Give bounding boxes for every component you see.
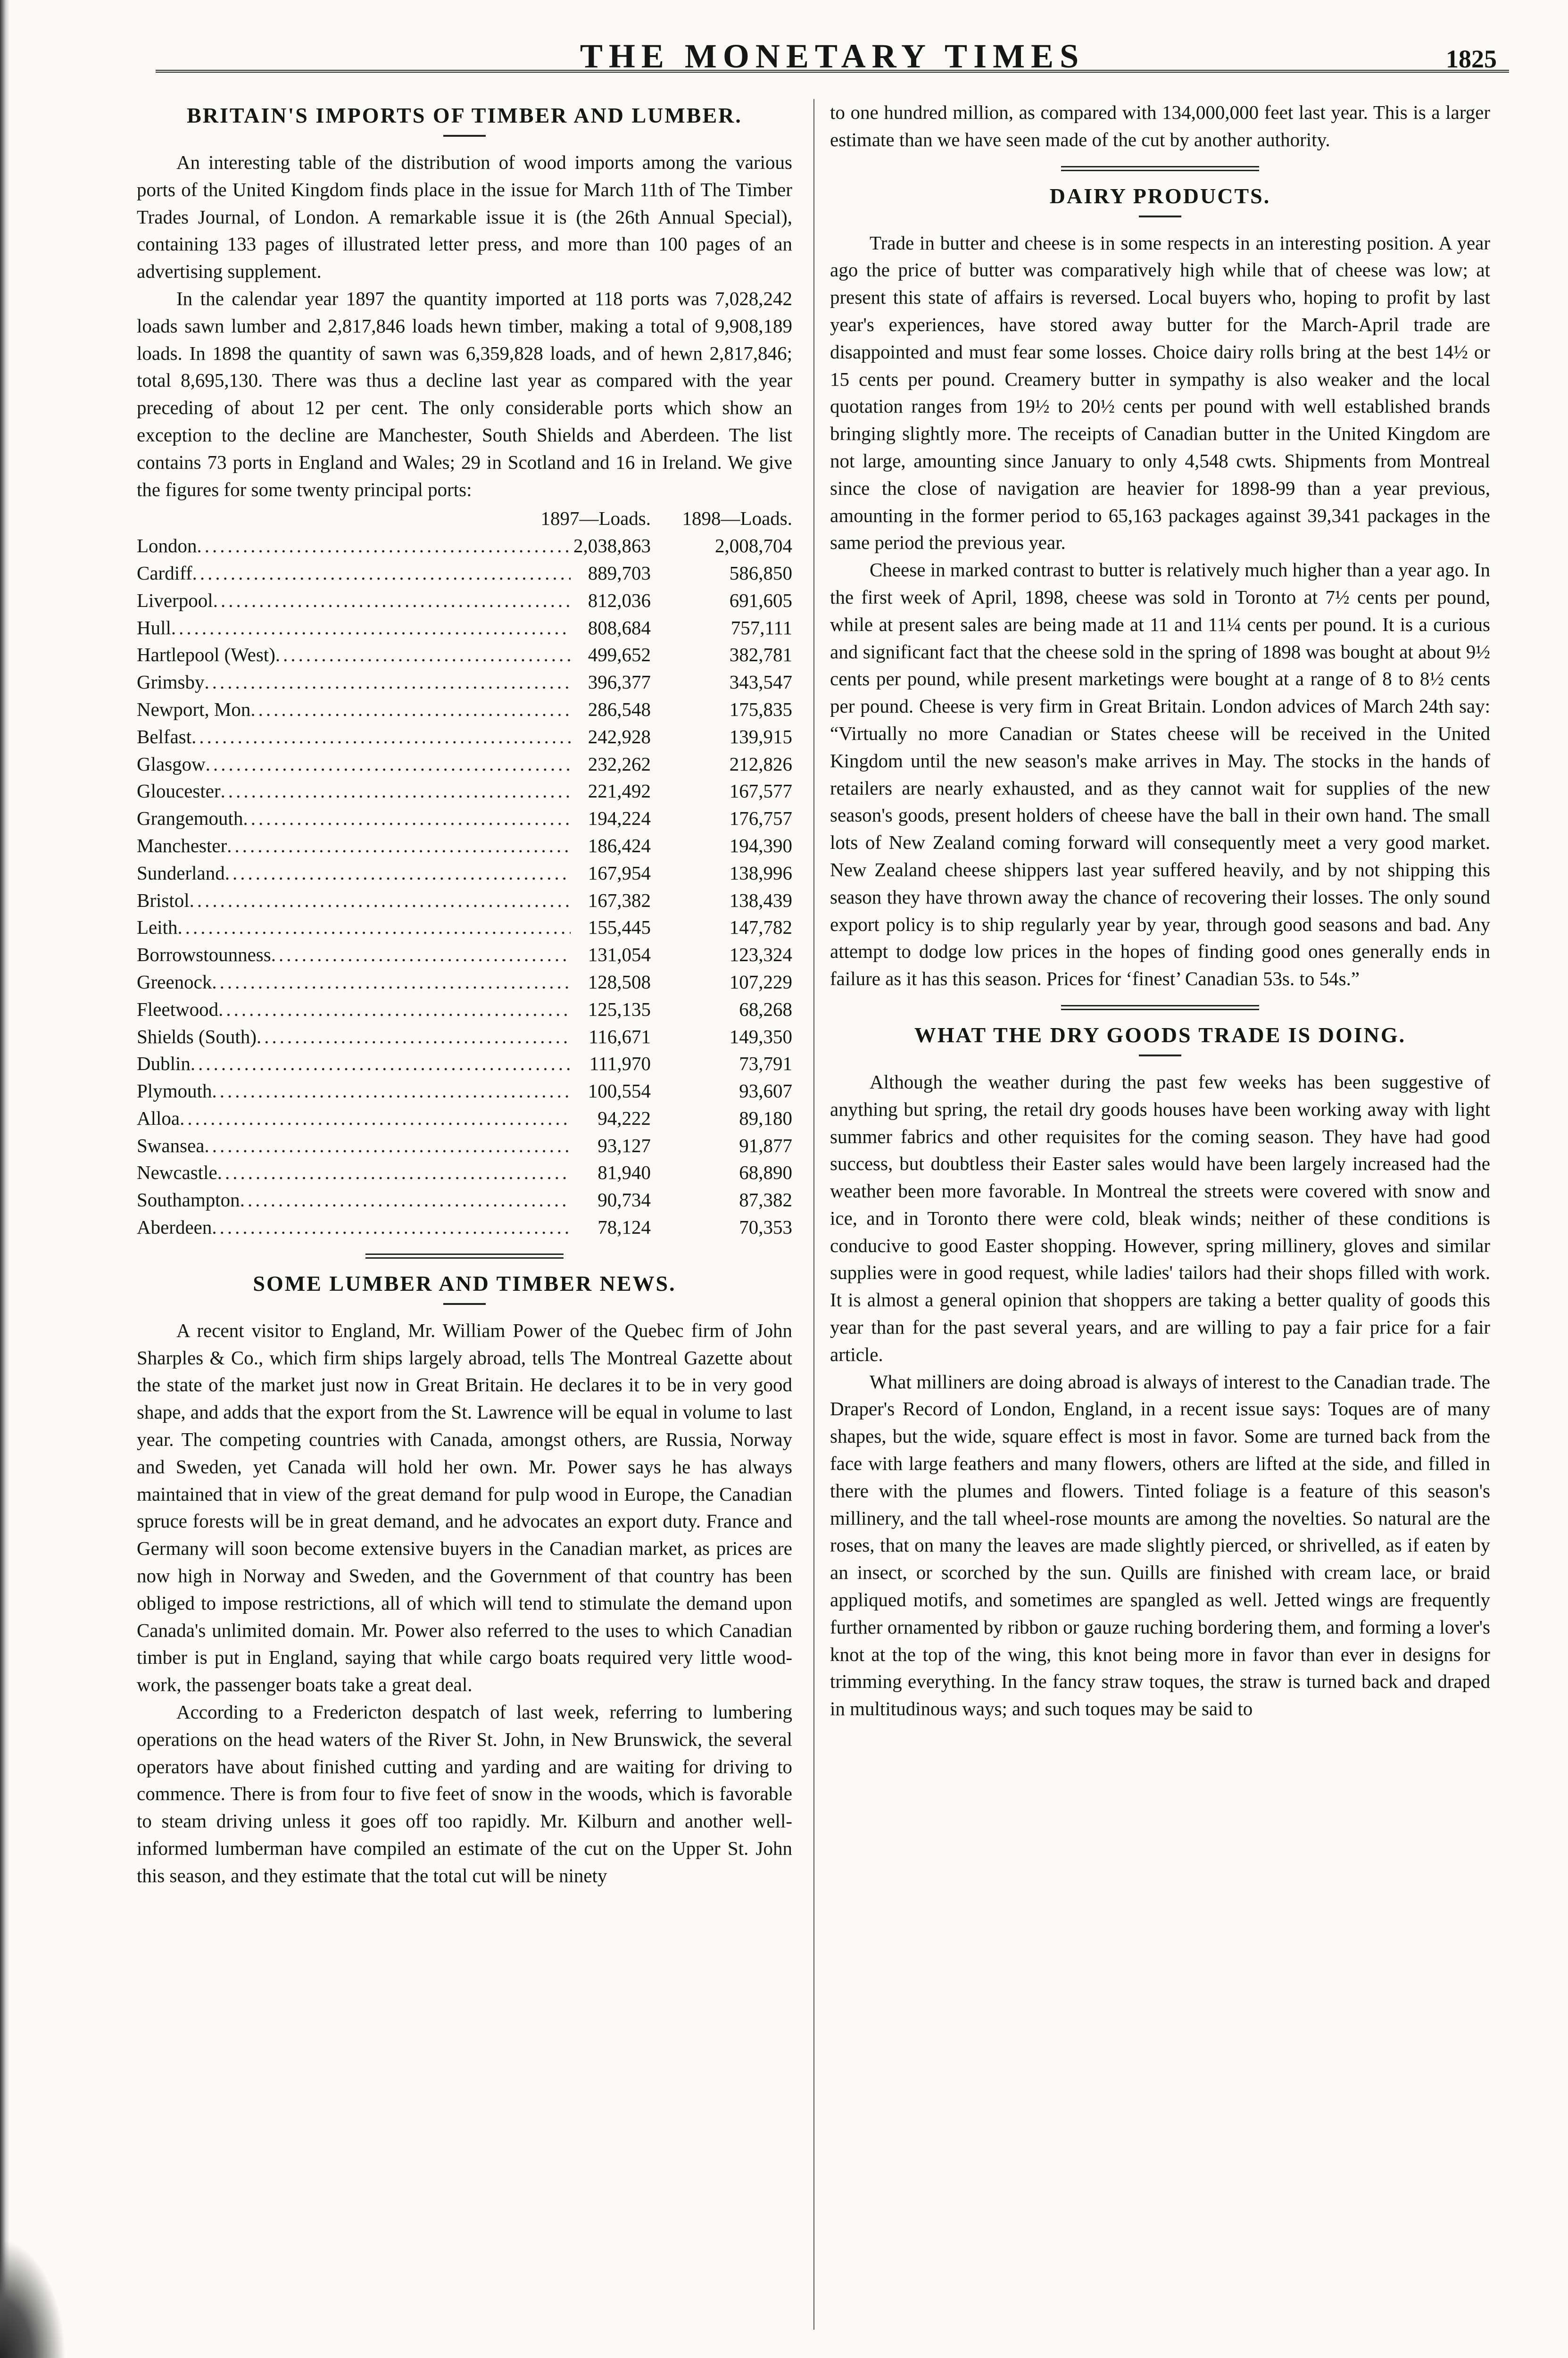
loads-1898: 343,547 [729,671,792,693]
paragraph: Although the weather during the past few weeks has been suggestive of anything but spring, the retail dry goods houses have been working away with light summer fabrics and other requisites for the coming season. They have had good success, but doubtless their Easter sales would have been largely increased had the weather been more favorable. In Montreal the streets were covered with snow and ice, and in Toronto there were cold, bleak winds; neither of these conditions is conducive to good Easter shopping. However, spring millinery, gloves and similar supplies were in good request, while ladies' tailors had their shops filled with work. It is almost a general opinion that shoppers are taking a better quality of goods this year than for the past several years, and are willing to pay a fair price for a fair article. [830,1071,1490,1365]
table-header [137,505,792,532]
leader-dots [240,1187,571,1214]
leader-dots [197,532,571,560]
table-row [137,1023,792,1051]
loads-1897: 78,124 [597,1216,651,1238]
table-row [137,751,792,778]
leader-dots [190,887,571,914]
table-row [137,723,792,751]
loads-1898: 175,835 [729,698,792,720]
table-row [137,614,792,642]
table-row [137,641,792,669]
port-name: Swansea [137,1134,205,1156]
loads-1898: 138,996 [729,862,792,884]
loads-1898: 382,781 [729,644,792,666]
loads-1898: 68,890 [739,1162,792,1184]
loads-1898: 147,782 [729,916,792,938]
table-row [137,778,792,805]
table-row [137,832,792,860]
loads-1898: 176,757 [729,807,792,830]
leader-dots [275,641,571,669]
loads-1898: 194,390 [729,834,792,856]
table-row [137,1050,792,1078]
table-row [137,860,792,887]
port-name: Gloucester [137,780,221,802]
header-rule [156,70,1509,75]
page-header [156,34,1509,86]
masthead: THE MONETARY TIMES [580,37,1085,75]
loads-1897: 396,377 [588,671,651,693]
loads-1897: 186,424 [588,834,651,856]
port-name: Glasgow [137,753,206,775]
article-title: WHAT THE DRY GOODS TRADE IS DOING. [914,1022,1406,1047]
loads-1898: 167,577 [729,780,792,802]
paragraph: Cheese in marked contrast to butter is relatively much higher than a year ago. In the first week of April, 1898, cheese was sold in Toronto at 7½ cents per pound, while at present sales are being made at 11 and 11¼ cents per pound. It is a curious and significant fact that the cheese sold in the spring of 1898 was bought at about 9½ cents per pound, while present marketings were bought at a range of 8 to 8½ cents per pound. Cheese is very firm in Great Britain. London advices of March 24th say: “Virtually no more Canadian or States cheese will be received in the United Kingdom until the new season's make arrives in May. The stocks in the hands of retailers are nearly exhausted, and as they cannot wait for supplies of the new season's goods, present holders of cheese have the ball in their own hand. The small lots of New Zealand coming forward will consequently meet a very good market. New Zealand cheese shippers last year suffered heavily, and by not shipping this season they have thrown away the chance of recovering their losses. The only sound export policy is to ship regularly year by year, through good seasons and bad. Any attempt to dodge low prices in the hopes of finding good ones generally ends in failure as it has this season. Prices for ‘finest’ Canadian 53s. to 54s.” [830,559,1490,990]
loads-1898: 68,268 [739,998,792,1020]
port-name: Southampton [137,1189,240,1211]
loads-1897: 889,703 [588,562,651,584]
section-rule [1061,1005,1259,1010]
loads-1897: 167,382 [588,889,651,911]
table-row [137,969,792,996]
scan-corner-shadow [0,2239,66,2358]
port-name: Shields (South) [137,1025,257,1047]
leader-dots [206,751,571,778]
loads-1897: 499,652 [588,644,651,666]
loads-1897: 155,445 [588,916,651,938]
loads-1898: 93,607 [739,1080,792,1102]
title-rule [1139,1054,1181,1056]
loads-1897: 116,671 [589,1025,651,1047]
loads-1897: 808,684 [588,616,651,639]
leader-dots [191,1050,571,1078]
table-row [137,1078,792,1105]
loads-1897: 194,224 [588,807,651,830]
port-name: London [137,535,197,557]
loads-1898: 586,850 [729,562,792,584]
loads-1898: 149,350 [729,1025,792,1047]
leader-dots [212,969,571,996]
paragraph: In the calendar year 1897 the quantity imported at 118 ports was 7,028,242 loads sawn lumber and 2,817,846 loads hewn timber, making a total of 9,908,189 loads. In 1898 the quantity of sawn was 6,359,828 loads, and of hewn 2,817,846; total 8,695,130. There was thus a decline last year as compared with the year preceding of about 12 per cent. The only considerable ports which show an exception to the decline are Manchester, South Shields and Aberdeen. The list contains 73 ports in England and Wales; 29 in Scotland and 16 in Ireland. We give the figures for some twenty principal ports: [137,287,792,500]
column-header-1897: 1897—Loads. [540,507,651,530]
leader-dots [212,1214,571,1241]
paragraph: What milliners are doing abroad is always of interest to the Canadian trade. The Draper's Record of London, England, in a recent issue says: Toques are of many shapes, but the wide, square effect is most in favor. Some are turned back from the face with large feathers and many flowers, others are lifted at the side, and filled in there with the plumes and flowers. Tinted foliage is a feature of this season's millinery, and the tall wheel-rose mounts are among the novelties. So natural are the roses, that on many the leaves are made slightly pierced, or shrivelled, as if eaten by an insect, or scorched by the sun. Quills are finished with cream lace, or braid appliqued motifs, and sometimes are spangled as well. Jetted wings are frequently further ornamented by ribbon or gauze ruching bordering them, and forming a lover's knot at the top of the wing, this knot being more in favor than ever in designs for trimming everything. In the fancy straw toques, the straw is turned back and draped in multitudinous ways; and such toques may be said to [830,1370,1490,1720]
port-name: Sunderland [137,862,225,884]
paragraph: According to a Fredericton despatch of last week, referring to lumbering operations on the head waters of the River St. John, in New Brunswick, the several operators have about finished cutting and yarding and are waiting for driving to commence. There is from four to five feet of snow in the woods, which is favorable to steam driving unless it goes off too rapidly. Mr. Kilburn and another well-informed lumberman have compiled an estimate of the cut on the Upper St. John this season, and they estimate that the total cut will be ninety [137,1701,792,1886]
loads-1897: 167,954 [588,862,651,884]
loads-1897: 131,054 [588,944,651,966]
leader-dots [178,914,571,941]
column-divider [813,99,814,2330]
paragraph: An interesting table of the distribution of wood imports among the various ports of the United Kingdom finds place in the issue for March 11th of The Timber Trades Journal, of London. A remarkable issue it is (the 26th Annual Special), containing 133 pages of illustrated letter press, and more than 100 pages of an advertising supplement. [137,151,792,282]
port-name: Plymouth [137,1080,212,1102]
loads-1897: 128,508 [588,971,651,993]
loads-1898: 2,008,704 [715,535,792,557]
port-name: Grangemouth [137,807,243,830]
table-row [137,1214,792,1241]
article-britain-imports [137,99,792,1241]
table-row [137,587,792,614]
table-body [137,532,792,1241]
table-row [137,914,792,941]
leader-dots [205,669,571,696]
loads-1897: 100,554 [588,1080,651,1102]
loads-1898: 107,229 [729,971,792,993]
leader-dots [171,614,571,642]
loads-1898: 91,877 [739,1134,792,1156]
loads-1897: 2,038,863 [573,535,651,557]
article-dairy-products [830,180,1490,993]
loads-1897: 242,928 [588,725,651,747]
port-name: Hull [137,616,171,639]
port-name: Fleetwood [137,998,219,1020]
table-row [137,532,792,560]
leader-dots [243,805,571,832]
table-row [137,696,792,723]
section-rule [365,1254,564,1259]
loads-1898: 73,791 [739,1053,792,1075]
article-title: SOME LUMBER AND TIMBER NEWS. [253,1271,676,1295]
continued-paragraph: to one hundred million, as compared with 134,000,000 feet last year. This is a larger estimate than we have seen made of the cut by another authority. [830,101,1490,150]
loads-1898: 138,439 [729,889,792,911]
loads-1898: 87,382 [739,1189,792,1211]
left-column [137,99,792,1890]
table-row [137,941,792,969]
loads-1898: 89,180 [739,1107,792,1129]
loads-1897: 94,222 [597,1107,651,1129]
table-row [137,1105,792,1132]
port-name: Liverpool [137,589,213,611]
port-name: Hartlepool (West) [137,644,275,666]
table-row [137,1132,792,1160]
table-row [137,996,792,1023]
loads-1898: 70,353 [739,1216,792,1238]
port-name: Belfast [137,725,192,747]
port-name: Cardiff [137,562,192,584]
port-name: Greenock [137,971,212,993]
title-rule [443,1303,486,1305]
leader-dots [257,1023,571,1051]
table-row [137,560,792,587]
section-rule [1061,166,1259,171]
loads-1898: 691,605 [729,589,792,611]
port-name: Newcastle [137,1162,217,1184]
table-row [137,669,792,696]
port-name: Grimsby [137,671,205,693]
port-name: Manchester [137,834,227,856]
table-row [137,1187,792,1214]
article-dry-goods [830,1019,1490,1723]
article-lumber-news [137,1267,792,1890]
port-name: Alloa [137,1107,180,1129]
page-number: 1825 [1446,45,1497,73]
loads-1897: 111,970 [589,1053,651,1075]
leader-dots [212,1078,571,1105]
article-title: DAIRY PRODUCTS. [1049,183,1271,208]
leader-dots [218,996,571,1023]
table-row [137,1159,792,1187]
loads-1897: 90,734 [597,1189,651,1211]
port-name: Aberdeen [137,1216,212,1238]
scan-binding-edge [0,0,9,2358]
leader-dots [225,860,571,887]
leader-dots [217,1159,571,1187]
loads-1897: 232,262 [588,753,651,775]
leader-dots [180,1105,571,1132]
leader-dots [191,723,571,751]
port-name: Borrowstounness [137,944,271,966]
leader-dots [271,941,571,969]
port-name: Bristol [137,889,190,911]
leader-dots [192,560,571,587]
leader-dots [204,1132,571,1160]
port-name: Dublin [137,1053,191,1075]
title-rule [1139,216,1181,217]
leader-dots [221,778,571,805]
leader-dots [250,696,571,723]
loads-1897: 93,127 [597,1134,651,1156]
article-title: BRITAIN'S IMPORTS OF TIMBER AND LUMBER. [187,103,742,127]
right-column [830,99,1490,1723]
title-rule [443,135,486,137]
loads-1897: 81,940 [597,1162,651,1184]
loads-1898: 139,915 [729,725,792,747]
paragraph: Trade in butter and cheese is in some respects in an interesting position. A year ago the price of butter was comparatively high while that of cheese was low; at present this state of affairs is reversed. Local buyers who, hoping to profit by last year's experiences, have stored away butter for the March-April trade are disappointed and must fear some losses. Choice dairy rolls bring at the best 14½ or 15 cents per pound. Creamery butter in sympathy is also weaker and the local quotation ranges from 19½ to 20½ cents per pound with well established brands bringing slightly more. The receipts of Canadian butter in the United Kingdom are not large, amounting since January to only 4,548 cwts. Shipments from Montreal since the close of navigation are heavier for 1898-99 than a year previous, amounting in the former period to 65,163 packages against 39,341 packages in the same period the previous year. [830,232,1490,554]
leader-dots [213,587,571,614]
loads-1897: 125,135 [588,998,651,1020]
port-name: Newport, Mon [137,698,251,720]
loads-1897: 286,548 [588,698,651,720]
loads-1898: 757,111 [730,616,792,639]
table-row [137,887,792,914]
loads-1898: 123,324 [729,944,792,966]
column-header-1898: 1898—Loads. [682,507,792,530]
loads-1898: 212,826 [729,753,792,775]
table-row [137,805,792,832]
imports-table [137,505,792,1241]
leader-dots [227,832,571,860]
loads-1897: 221,492 [588,780,651,802]
port-name: Leith [137,916,178,938]
paragraph: A recent visitor to England, Mr. William Power of the Quebec firm of John Sharples & Co., which firm ships largely abroad, tells The Montreal Gazette about the state of the market just now in Great Britain. He declares it to be in very good shape, and adds that the export from the St. Lawrence will be equal in volume to last year. The competing countries with Canada, amongst others, are Russia, Norway and Sweden, yet Canada will hold her own. Mr. Power says he has always maintained that in view of the great demand for pulp wood in Europe, the Canadian spruce forests will be in great demand, and he advocates an export duty. France and Germany will soon become extensive buyers in the Canadian market, as prices are now high in Norway and Sweden, and the Government of that country has been obliged to impose restrictions, all of which will tend to stimulate the demand upon Canada's unlimited domain. Mr. Power also referred to the uses to which Canadian timber is put in England, saying that while cargo boats required very little wood-work, the passenger boats take a great deal. [137,1319,792,1696]
loads-1897: 812,036 [588,589,651,611]
